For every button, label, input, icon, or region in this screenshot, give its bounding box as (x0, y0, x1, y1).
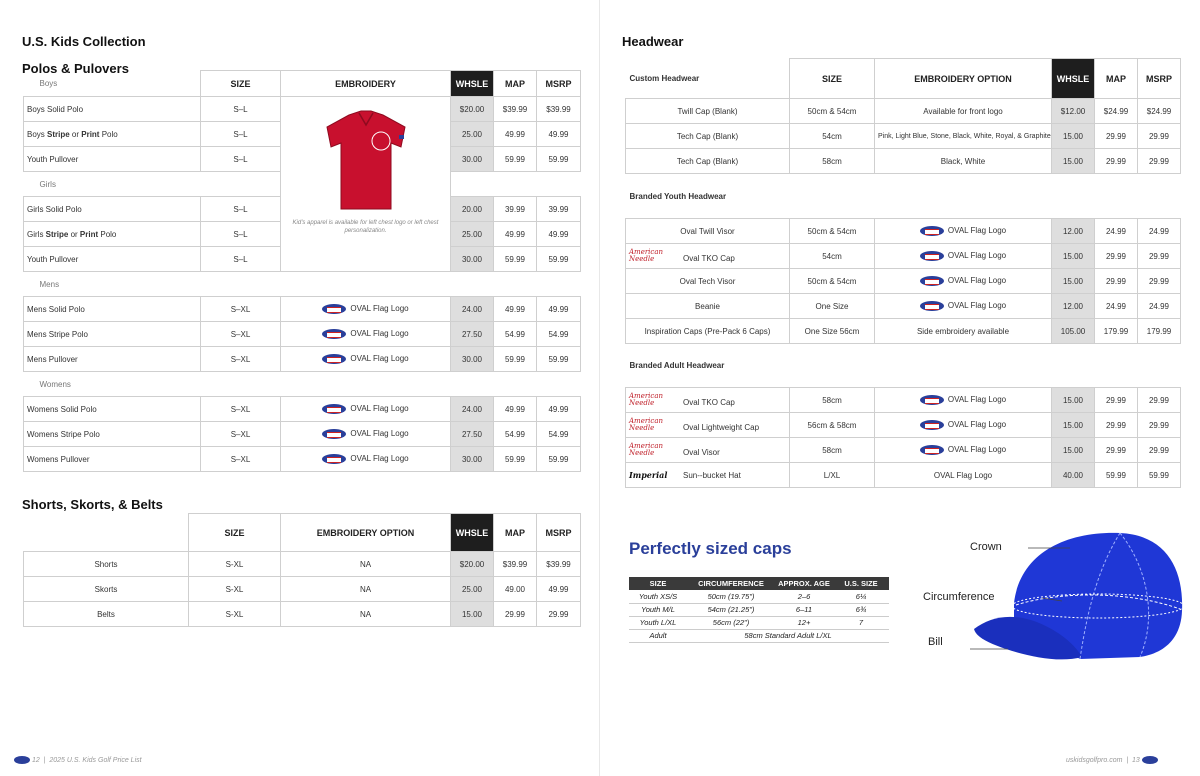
oval-flag-logo-icon (322, 454, 346, 464)
table-row: Youth L/XL 56cm (22") 12+ 7 (629, 616, 889, 629)
table-row: Oval Twill Visor 50cm & 54cm OVAL Flag Logo 12.00 24.99 24.99 (626, 219, 1181, 244)
table-row: Imperial Sun--bucket Hat L/XL OVAL Flag Logo 40.00 59.99 59.99 (626, 463, 1181, 488)
col-whsle: WHSLE (451, 71, 494, 97)
headwear-title: Headwear (622, 34, 684, 49)
table-row: Belts S-XL NA 15.00 29.99 29.99 (24, 602, 581, 627)
youth-headwear-label: Branded Youth Headwear (629, 191, 727, 201)
table-row: Boys Solid Polo S–L Kid's apparel is available for left chest logo or left chest personalization. $20.00 $39.99 $39.99 (24, 97, 581, 122)
imperial-logo: Imperial (629, 469, 668, 480)
table-row: Girls Solid Polo S–L 20.00 39.99 39.99 (24, 197, 581, 222)
table-row: Youth Pullover S–L 30.00 59.99 59.99 (24, 247, 581, 272)
col-msrp: MSRP (537, 71, 581, 97)
oval-flag-logo-icon (920, 226, 944, 236)
american-needle-logo: American Needle (629, 392, 664, 407)
right-page (600, 0, 1200, 776)
table-row: Girls Stripe or Print Polo S–L 25.00 49.99 49.99 (24, 222, 581, 247)
red-polo-shirt-image (321, 109, 411, 213)
oval-flag-logo-icon (322, 329, 346, 339)
table-row: Womens Pullover S–XL OVAL Flag Logo 30.00 59.99 59.99 (24, 447, 581, 472)
table-row: Boys Stripe or Print Polo S–L 25.00 49.99 49.99 (24, 122, 581, 147)
table-row: Womens Stripe Polo S–XL OVAL Flag Logo 27.50 54.99 54.99 (24, 422, 581, 447)
polos-table (23, 70, 581, 472)
adult-headwear-label: Branded Adult Headwear (629, 361, 725, 370)
col-embroidery: EMBROIDERY (281, 71, 451, 97)
table-row: Youth XS/S 50cm (19.75") 2–6 6¼ (629, 590, 889, 603)
table-row: Youth Pullover S–L 30.00 59.99 59.99 (24, 147, 581, 172)
shirt-note: Kid's apparel is available for left chest logo or left chest personalization. (292, 220, 439, 234)
group-boys: Boys (39, 78, 58, 88)
american-needle-logo: American Needle (629, 417, 664, 432)
left-footer: 12 | 2025 U.S. Kids Golf Price List (14, 756, 142, 764)
right-footer: uskidsgolfpro.com | 13 (1066, 756, 1158, 764)
caps-title: Perfectly sized caps (629, 539, 792, 558)
cap-diagram-image (970, 525, 1188, 685)
table-row: American Needle Oval TKO Cap 54cm OVAL Flag Logo 15.00 29.99 29.99 (626, 244, 1181, 269)
table-row: Mens Pullover S–XL OVAL Flag Logo 30.00 59.99 59.99 (24, 347, 581, 372)
table-row: Oval Tech Visor 50cm & 54cm OVAL Flag Logo 15.00 29.99 29.99 (626, 269, 1181, 294)
table-row: Inspiration Caps (Pre-Pack 6 Caps) One Size 56cm Side embroidery available 105.00 179.99 179.99 (626, 319, 1181, 344)
oval-flag-logo-icon (322, 354, 346, 364)
shorts-table: SIZE EMBROIDERY OPTION WHSLE MAP MSRP Shorts S-XL NA $20.00 $39.99 $39.99 Skorts S-XL NA 25.00 49.00 49.99 Belts S-XL NA 15.00 29.99 29.99 (23, 513, 581, 627)
headwear-table: Custom Headwear SIZE EMBROIDERY OPTION WHSLE MAP MSRP Twill Cap (Blank) 50cm & 54cm Available for front logo $12.00 $24.99 $24.99 Tech Cap (Blank) 54cm Pink, Light Blue, Stone, Black, White, Royal, & Graphite 15.00 29.99 29.99 Tech Cap (Blank) 58cm Black, White 15.00 29.99 29.99 Branded Youth Headwear Oval Twill Visor 50cm & 54cm OVAL Flag Logo 12.00 24.99 24.99 American Needle Oval TKO Cap 54cm OVAL Flag Logo 15.00 29.99 29.99 Oval Tech Visor 50cm & 54cm OVAL Flag Logo 15.00 29.99 29.99 Beanie One Size OVAL Flag Logo 12.00 24.99 24.99 Inspiration Caps (Pre-Pack 6 Caps) One Size 56cm Side embroidery available 105.00 179.99 179.99 Branded Adult Headwear American Needle Oval TKO Cap 58cm OVAL Flag Logo 15.00 29.99 29.99 American Needle Oval Lightweight Cap 56cm & 58cm OVAL Flag Logo 15.00 29.99 29.99 American Needle Oval Visor 58cm OVAL Flag Logo 15.00 29.99 29.99 Imperial Sun--bucket Hat L/XL OVAL Flag Logo 40.00 59.99 59.99 (625, 58, 1181, 488)
table-row: American Needle Oval TKO Cap 58cm OVAL Flag Logo 15.00 29.99 29.99 (626, 388, 1181, 413)
table-row: American Needle Oval Lightweight Cap 56cm & 58cm OVAL Flag Logo 15.00 29.99 29.99 (626, 413, 1181, 438)
table-row: Twill Cap (Blank) 50cm & 54cm Available for front logo $12.00 $24.99 $24.99 (626, 99, 1181, 124)
oval-flag-logo-icon (920, 251, 944, 261)
oval-flag-logo-icon (920, 420, 944, 430)
footer-logo-icon (14, 756, 30, 764)
col-size: SIZE (201, 71, 281, 97)
group-womens: Womens (39, 379, 71, 389)
oval-flag-logo-icon (322, 404, 346, 414)
shorts-title: Shorts, Skorts, & Belts (22, 497, 163, 512)
circumference-label: Circumference (923, 591, 995, 603)
american-needle-logo: American Needle (629, 442, 664, 457)
bill-label: Bill (928, 636, 943, 648)
table-row: American Needle Oval Visor 58cm OVAL Flag Logo 15.00 29.99 29.99 (626, 438, 1181, 463)
polo-shirt-cell (281, 97, 451, 272)
custom-headwear-label: Custom Headwear (629, 73, 700, 83)
table-row: Tech Cap (Blank) 58cm Black, White 15.00 29.99 29.99 (626, 149, 1181, 174)
table-row: Skorts S-XL NA 25.00 49.00 49.99 (24, 577, 581, 602)
oval-flag-logo-icon (322, 429, 346, 439)
table-row: Tech Cap (Blank) 54cm Pink, Light Blue, Stone, Black, White, Royal, & Graphite 15.00 29.99 29.99 (626, 124, 1181, 149)
group-girls: Girls (39, 179, 56, 189)
oval-flag-logo-icon (920, 445, 944, 455)
oval-flag-logo-icon (920, 395, 944, 405)
crown-label: Crown (970, 541, 1002, 553)
american-needle-logo: American Needle (629, 248, 664, 263)
table-row: Youth M/L 54cm (21.25") 6–11 6¾ (629, 603, 889, 616)
polos-title: Polos & Pulovers (22, 61, 129, 76)
table-row: Mens Stripe Polo S–XL OVAL Flag Logo 27.50 54.99 54.99 (24, 322, 581, 347)
table-row: Womens Solid Polo S–XL OVAL Flag Logo 24.00 49.99 49.99 (24, 397, 581, 422)
table-row: Beanie One Size OVAL Flag Logo 12.00 24.99 24.99 (626, 294, 1181, 319)
table-row: Shorts S-XL NA $20.00 $39.99 $39.99 (24, 552, 581, 577)
size-chart-table: SIZE CIRCUMFERENCE APPROX. AGE U.S. SIZE Youth XS/S 50cm (19.75") 2–6 6¼ Youth M/L 54cm (21.25") 6–11 6¾ Youth L/XL 56cm (22") 12+ 7 Adult 58cm Standard Adult L/XL (629, 577, 889, 643)
collection-title: U.S. Kids Collection (22, 34, 146, 49)
oval-flag-logo-icon (322, 304, 346, 314)
footer-logo-icon (1142, 756, 1158, 764)
group-mens: Mens (39, 279, 60, 289)
oval-flag-logo-icon (920, 276, 944, 286)
table-row: Adult 58cm Standard Adult L/XL (629, 629, 889, 642)
table-row: Mens Solid Polo S–XL OVAL Flag Logo 24.00 49.99 49.99 (24, 297, 581, 322)
oval-flag-logo-icon (920, 301, 944, 311)
col-map: MAP (494, 71, 537, 97)
